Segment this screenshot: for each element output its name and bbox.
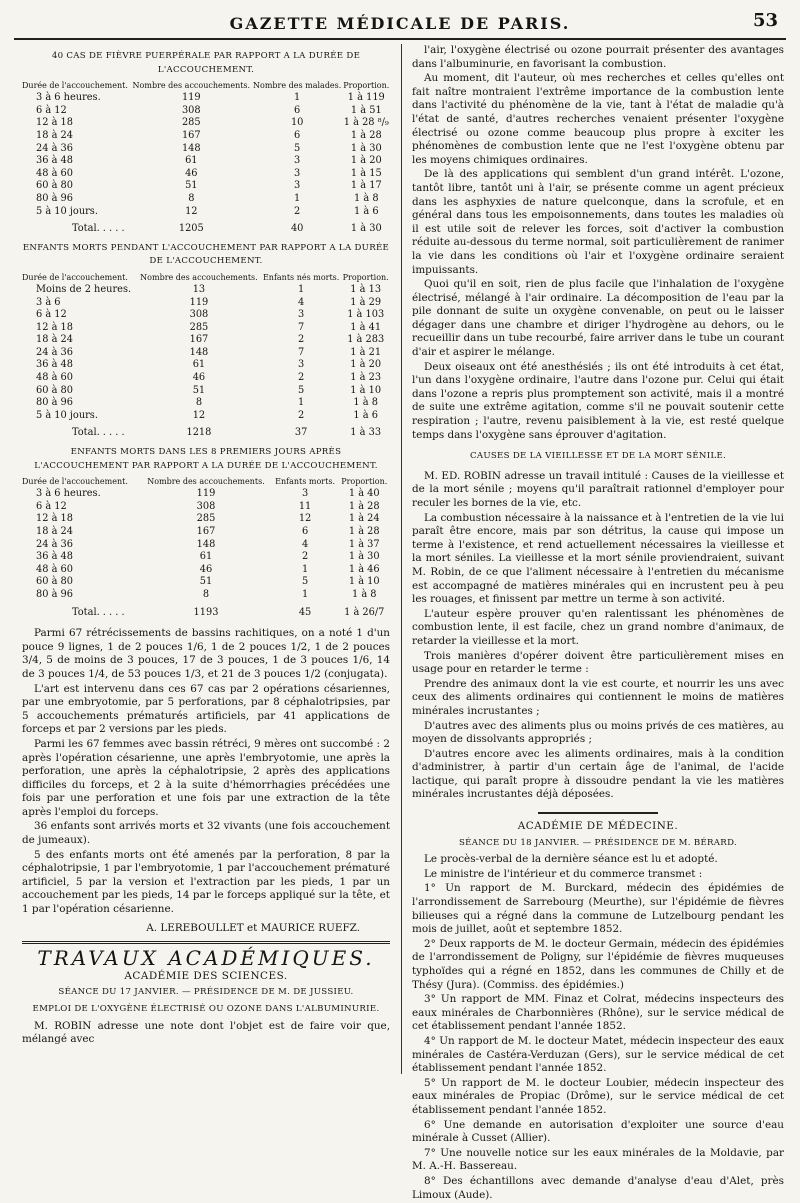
table-cell: 3 xyxy=(298,309,305,321)
column-header: Enfants morts. xyxy=(275,477,335,487)
table-row xyxy=(22,347,390,360)
table-cell: 24 à 36 xyxy=(36,346,74,358)
table-cell: 308 xyxy=(181,104,201,116)
table-cell: 6 xyxy=(294,104,301,116)
total-cell: 1218 xyxy=(186,427,212,439)
paragraph: L'auteur espère prouver qu'en ralentissant les phénomènes de combustion lente, il est facile, chez un grand nombre d'animaux, de retarder la vieillesse et la mort. xyxy=(412,607,784,647)
paragraph: Trois manières d'opérer doivent être particulièrement mises en usage pour en retarder le terme : xyxy=(412,649,784,676)
table-row xyxy=(22,105,390,118)
total-row xyxy=(22,602,390,620)
table-cell: 1 à 28 xyxy=(348,500,380,512)
column-header: Proportion. xyxy=(343,81,390,91)
table-fievre-puerperale xyxy=(22,81,390,236)
total-cell: 1 à 33 xyxy=(350,427,382,439)
paragraph: Le ministre de l'intérieur et du commerce transmet : xyxy=(424,867,703,880)
table-row xyxy=(22,193,390,206)
table-cell: 1 xyxy=(294,92,301,104)
table-cell: 1 à 20 xyxy=(350,359,382,371)
table-row xyxy=(22,143,390,156)
table-cell: 18 à 24 xyxy=(36,334,74,346)
journal-title: GAZETTE MÉDICALE DE PARIS. xyxy=(229,14,571,33)
table-enfants-morts-8-jours xyxy=(22,477,390,619)
paragraph: D'autres avec des aliments plus ou moins privés de ces matières, au moyen de dissolvants appropriés ; xyxy=(412,719,784,746)
total-cell: 1 à 26/7 xyxy=(344,606,385,618)
table-cell: 61 xyxy=(192,359,206,371)
signature: A. LEREBOULLET et MAURICE RUEFZ. xyxy=(146,921,360,934)
table-row xyxy=(22,410,390,423)
page-number: 53 xyxy=(752,10,778,31)
table-cell: 1 à 6 xyxy=(354,205,379,217)
table-cell: 6 à 12 xyxy=(36,309,67,321)
table-cell: 13 xyxy=(192,283,206,295)
table-cell: 46 xyxy=(192,372,206,384)
table-cell: 1 xyxy=(298,397,305,409)
table-cell: 3 à 6 heures. xyxy=(36,92,101,104)
table-cell: 5 à 10 jours. xyxy=(36,409,98,421)
table-cell: 1 à 29 xyxy=(350,296,382,308)
column-header: Durée de l'accouchement. xyxy=(22,81,128,91)
table-cell: 3 xyxy=(301,488,309,500)
table-cell: 3 xyxy=(294,180,301,192)
table-cell: 46 xyxy=(185,167,198,179)
table-enfants-morts-accouchement xyxy=(22,273,390,440)
table-cell: 11 xyxy=(298,500,312,512)
paragraph: Parmi 67 rétrécissements de bassins rachitiques, on a noté 1 d'un pouce 9 lignes, 1 de 2 pouces 1/6, 1 de 2 pouces 1/2, 1 de 2 pouces 3/4, 5 de moins de 3 pouces, 17 de 3 pouces, 1 de 3 pouces 1/6, 14 de 3 pouces 1/4, de 53 pouces 1/3, et 21 de 3 pouces 1/2 (conjugata). xyxy=(22,627,390,680)
table-cell: 148 xyxy=(196,538,216,550)
section-rule xyxy=(22,941,390,944)
paragraph: 6° Une demande en autorisation d'exploiter une source d'eau minérale à Cusset (Allier). xyxy=(412,1118,784,1145)
table2-caption: ENFANTS MORTS PENDANT L'ACCOUCHEMENT PAR RAPPORT A LA DURÉE DE L'ACCOUCHEMENT. xyxy=(22,242,390,267)
table-cell: 12 xyxy=(298,513,312,525)
left-column xyxy=(22,44,390,1048)
table-cell: 12 xyxy=(185,205,198,217)
table-cell: 6 à 12 xyxy=(36,104,67,116)
paragraph: Deux oiseaux ont été anesthésiés ; ils ont été introduits à cet état, l'un dans l'oxygène ordinaire, l'autre dans l'ozone pur. Celui qui était dans l'ozone a repris plus promptement son activité, mais il a montré de suite une extrême agitation, comme s'il ne pouvait soutenir cette respiration ; l'autre, revenu paisiblement à la vie, est resté quelque temps dans l'oxygène sans éprouver d'agitation. xyxy=(412,360,784,441)
table-cell: 36 à 48 xyxy=(36,551,74,563)
table-row xyxy=(22,564,390,577)
table-cell: 1 xyxy=(301,563,309,575)
table-row xyxy=(22,180,390,193)
vieillesse-paragraphs xyxy=(412,470,784,802)
table-cell: 119 xyxy=(196,488,216,500)
table-cell: 167 xyxy=(196,526,216,537)
table-row xyxy=(22,539,390,552)
table-row xyxy=(22,309,390,322)
table-cell: 2 xyxy=(298,372,305,384)
paragraph: 2° Deux rapports de M. le docteur Germain, médecin des épidémies de l'arrondissement de Poligny, sur l'épidémie de fièvres muqueuses typhoïdes qui a régné en 1852, dans les communes de Chilly et de Thésy (Jura). (Commiss. des épidémies.) xyxy=(412,937,784,991)
table-row xyxy=(22,168,390,181)
table-cell: 6 à 12 xyxy=(36,500,67,512)
paragraph: l'air, l'oxygène électrisé ou ozone pourrait présenter des avantages dans l'albuminurie, en favorisant la combustion. xyxy=(412,44,784,70)
table-cell: 51 xyxy=(192,384,206,396)
table-cell: 12 xyxy=(192,409,206,421)
table-cell: 51 xyxy=(199,576,213,588)
table-cell: 119 xyxy=(189,296,209,308)
table-cell: 46 xyxy=(199,563,213,575)
table-cell: 1 xyxy=(294,192,301,204)
table1-caption: 40 CAS DE FIÈVRE PUERPÉRALE PAR RAPPORT A LA DURÉE DE L'ACCOUCHEMENT. xyxy=(51,51,361,75)
emploi-ozone-heading: EMPLOI DE L'OXYGÈNE ÉLECTRISÉ OU OZONE DANS L'ALBUMINURIE. xyxy=(32,1004,380,1014)
table-cell: 1 à 6 xyxy=(353,409,378,421)
table-row xyxy=(22,513,390,526)
table-row xyxy=(22,117,390,130)
total-row xyxy=(22,422,390,440)
table-cell: 1 xyxy=(298,283,305,295)
column-header: Enfants nés morts. xyxy=(262,272,340,282)
table-cell: 18 à 24 xyxy=(36,526,74,537)
column-header: Durée de l'accouchement. xyxy=(22,477,128,487)
column-divider xyxy=(401,44,402,1074)
table-cell: 1 à 30 xyxy=(348,551,380,563)
column-header: Nombre des accouchements. xyxy=(132,81,251,91)
paragraph: D'autres encore avec les aliments ordinaires, mais à la condition d'administrer, à partir d'un certain âge de l'animal, de l'acide lactique, qui paraît propre à dissoudre pendant la vie les matières minérales incrustantes déjà déposées. xyxy=(412,747,784,801)
table-cell: 1 à 37 xyxy=(348,538,380,550)
table-row xyxy=(22,284,390,297)
table-cell: 3 xyxy=(294,155,301,167)
table-cell: 167 xyxy=(181,129,201,141)
table-cell: 308 xyxy=(189,309,209,321)
table-cell: 5 xyxy=(298,384,305,396)
total-cell: 1205 xyxy=(178,223,204,235)
table-cell: 12 à 18 xyxy=(36,117,74,129)
table-cell: 60 à 80 xyxy=(36,384,74,396)
table-cell: Moins de 2 heures. xyxy=(36,283,132,295)
table-cell: 24 à 36 xyxy=(36,538,74,550)
table-cell: 3 à 6 xyxy=(36,296,61,308)
paragraph: 8° Des échantillons avec demande d'analyse d'eau d'Alet, près Limoux (Aude). xyxy=(412,1174,784,1201)
paragraph: 3° Un rapport de MM. Finaz et Colrat, médecins inspecteurs des eaux minérales de Charbonnières (Rhône), sur le service médical de cet établissement pendant l'année 1852. xyxy=(412,993,784,1033)
column-header: Nombre des accouchements. xyxy=(140,272,258,282)
table-row xyxy=(22,155,390,168)
table-row xyxy=(22,322,390,335)
table-cell: 1 à 28 xyxy=(348,526,380,537)
table3-caption: ENFANTS MORTS DANS LES 8 PREMIERS JOURS APRÈS L'ACCOUCHEMENT PAR RAPPORT A LA DURÉE DE L'ACCOUCHEMENT. xyxy=(34,447,378,471)
table-cell: 3 à 6 heures. xyxy=(36,488,101,500)
table-cell: 119 xyxy=(181,92,201,104)
table-row xyxy=(22,501,390,514)
table-cell: 6 xyxy=(301,526,309,537)
page-header xyxy=(0,0,800,40)
total-cell: Total. . . . . xyxy=(72,223,125,235)
paragraph: 5 des enfants morts ont été amenés par la perforation, 8 par la céphalotripsie, 1 par l'embryotomie, 1 par l'accouchement prématuré artificiel, 5 par la version et l'extraction par les pieds, 1 par un accouchement par les pieds, 14 par le forceps appliqué sur la tête, et 1 par l'opération césarienne. xyxy=(22,848,390,916)
table-cell: 1 à 10 xyxy=(350,384,382,396)
column-header: Proportion. xyxy=(341,477,388,487)
table-cell: 167 xyxy=(189,334,209,346)
right-column xyxy=(412,44,784,1203)
table-cell: 80 à 96 xyxy=(36,192,74,204)
robin-note-start: M. ROBIN adresse une note dont l'objet est de faire voir que, mélangé avec xyxy=(22,1019,390,1046)
table-cell: 48 à 60 xyxy=(36,563,74,575)
academie-medecine-heading: ACADÉMIE DE MÉDECINE. xyxy=(517,820,679,833)
table-cell: 1 à 24 xyxy=(348,513,380,525)
table-cell: 12 à 18 xyxy=(36,321,74,333)
table-row xyxy=(22,385,390,398)
table-cell: 12 à 18 xyxy=(36,513,74,525)
table-cell: 1 à 30 xyxy=(350,142,382,154)
table-cell: 6 xyxy=(294,129,301,141)
paragraph: Parmi les 67 femmes avec bassin rétréci, 9 mères ont succombé : 2 après l'opération césarienne, une après l'embryotomie, une après la perforation, une après la céphalotripsie, 2 après des applications difficiles du forceps, et 2 à la suite d'hémorrhagies précédées une fois par une perforation et une fois par une extraction de la tête après l'emploi du forceps. xyxy=(22,737,390,818)
table-cell: 7 xyxy=(298,346,305,358)
table-cell: 285 xyxy=(196,513,216,525)
table-cell: 1 à 283 xyxy=(347,334,385,346)
table-cell: 1 à 13 xyxy=(350,283,382,295)
academie-sciences-heading: ACADÉMIE DES SCIENCES. xyxy=(124,969,288,982)
table-cell: 285 xyxy=(181,117,201,129)
table-cell: 8 xyxy=(202,588,210,600)
table-cell: 8 xyxy=(188,192,195,204)
table-row xyxy=(22,397,390,410)
table-row xyxy=(22,297,390,310)
table-cell: 80 à 96 xyxy=(36,397,74,409)
total-cell: Total. . . . . xyxy=(72,427,125,439)
total-cell: 1 à 30 xyxy=(350,223,382,235)
header-rule xyxy=(14,38,786,40)
table-cell: 48 à 60 xyxy=(36,372,74,384)
table-cell: 80 à 96 xyxy=(36,588,74,600)
paragraph: Le procès-verbal de la dernière séance est lu et adopté. xyxy=(424,853,718,866)
table-row xyxy=(22,92,390,105)
paragraph: De là des applications qui semblent d'un grand intérêt. L'ozone, tantôt libre, tantôt uni à l'air, se présente comme un agent précieux dans les asphyxies de nature quelconque, dans la scrofule, et en général dans tous les empoisonnements, dans toutes les maladies où il est utile soit de relever les forces, soit d'activer la combustion réduite au-dessous du terme normal, soit particulièrement de ranimer la vie dans les conditions où l'air et l'oxygène ordinaire seraient impuissants. xyxy=(412,168,784,276)
total-cell: 45 xyxy=(298,606,312,618)
table-cell: 60 à 80 xyxy=(36,576,74,588)
paragraph: 1° Un rapport de M. Burckard, médecin des épidémies de l'arrondissement de Sarrebourg (Meurthe), sur l'épidémie de fièvres bilieuses qui a régné dans la commune de Lutzelbourg pendant les mois de juillet, août et septembre 1852. xyxy=(412,882,784,936)
table-cell: 148 xyxy=(189,346,209,358)
table-cell: 10 xyxy=(290,117,304,129)
table-cell: 3 xyxy=(294,167,301,179)
table-cell: 1 à 8 xyxy=(353,397,378,409)
paragraph: L'art est intervenu dans ces 67 cas par 2 opérations césariennes, par une embryotomie, par 5 perforations, par 8 céphalotripsies, par 5 accouchements prématurés artificiels, par 41 applications de forceps et par 2 versions par les pieds. xyxy=(22,682,390,736)
total-cell: Total. . . . . xyxy=(72,606,125,618)
table-cell: 285 xyxy=(189,321,209,333)
table-cell: 4 xyxy=(298,296,305,308)
table-cell: 1 à 10 xyxy=(348,576,380,588)
paragraph: 4° Un rapport de M. le docteur Matet, médecin inspecteur des eaux minérales de Castéra-Verduzan (Gers), sur le service médical de cet établissement pendant l'année 1852. xyxy=(412,1034,784,1075)
table-cell: 3 xyxy=(298,359,305,371)
table-cell: 1 à 8 xyxy=(351,588,377,600)
table-cell: 1 à 119 xyxy=(347,92,385,104)
column-header: Nombre des malades. xyxy=(253,81,342,91)
left-paragraphs xyxy=(22,627,390,916)
table-cell: 1 à 41 xyxy=(350,321,382,333)
table-row xyxy=(22,359,390,372)
column-header: Nombre des accouchements. xyxy=(147,477,265,487)
table-row xyxy=(22,589,390,602)
paragraph: Au moment, dit l'auteur, où mes recherches et celles qu'elles ont fait naître montraient l'extrême importance de la combustion lente dans l'activité du phénomène de la vie, tant à l'état de maladie qu'à l'état de santé, d'autres recherches venaient présenter l'oxygène électrisé ou ozone comme beaucoup plus propre à exciter les phénomènes de combustion lente que ne l'est l'oxygène obtenu par les moyens chimiques ordinaires. xyxy=(412,72,784,166)
table-cell: 36 à 48 xyxy=(36,359,74,371)
paragraph: 5° Un rapport de M. le docteur Loubier, médecin inspecteur des eaux minérales de Propiac (Drôme), sur le service médical de cet établissement pendant l'année 1852. xyxy=(412,1076,784,1116)
table-cell: 148 xyxy=(181,142,201,154)
table-cell: 1 à 20 xyxy=(350,155,382,167)
table-cell: 1 à 17 xyxy=(350,180,382,192)
table-cell: 60 à 80 xyxy=(36,180,74,192)
seance-medecine: SÉANCE DU 18 JANVIER. — PRÉSIDENCE DE M. BÉRARD. xyxy=(459,837,737,848)
table-cell: 61 xyxy=(185,155,198,167)
table-cell: 1 xyxy=(301,588,309,600)
paragraph: Prendre des animaux dont la vie est courte, et nourrir les uns avec ceux des aliments ordinaires qui contiennent le moins de matières minérales incrustantes ; xyxy=(412,677,784,717)
column-header: Durée de l'accouchement. xyxy=(22,272,128,282)
travaux-title: TRAVAUX ACADÉMIQUES. xyxy=(37,946,375,971)
table-cell: 18 à 24 xyxy=(36,129,74,141)
table-row xyxy=(22,576,390,589)
table-row xyxy=(22,526,390,539)
column-header: Proportion. xyxy=(342,272,389,282)
table-cell: 1 à 46 xyxy=(348,563,380,575)
paragraph: 7° Une nouvelle notice sur les eaux minérales de la Moldavie, par M. A.-H. Bassereau. xyxy=(412,1146,784,1173)
table-cell: 1 à 28 ⁸/₉ xyxy=(343,117,389,129)
table-cell: 61 xyxy=(199,551,213,563)
table-row xyxy=(22,488,390,501)
table-cell: 1 à 15 xyxy=(350,167,382,179)
table-cell: 1 à 28 xyxy=(350,129,382,141)
table-cell: 308 xyxy=(196,500,216,512)
paragraph: M. ED. ROBIN adresse un travail intitulé : Causes de la vieillesse et de la mort sénile ; moyens qu'il paraîtrait rationnel d'employer pour reculer les bornes de la vie, etc. xyxy=(412,469,784,509)
paragraph: 36 enfants sont arrivés morts et 32 vivants (une fois accouchement de jumeaux). xyxy=(22,820,390,847)
table-cell: 5 xyxy=(294,142,301,154)
table-cell: 5 xyxy=(301,576,309,588)
table-cell: 51 xyxy=(185,180,198,192)
table-cell: 2 xyxy=(294,205,301,217)
table-row xyxy=(22,130,390,143)
table-cell: 7 xyxy=(298,321,305,333)
total-row xyxy=(22,218,390,236)
table-cell: 5 à 10 jours. xyxy=(36,205,98,217)
table-cell: 1 à 8 xyxy=(354,192,379,204)
table-cell: 4 xyxy=(301,538,309,550)
table-cell: 2 xyxy=(298,409,305,421)
paragraph: Quoi qu'il en soit, rien de plus facile que l'inhalation de l'oxygène électrisé, mélangé à l'air ordinaire. La décomposition de l'eau par la pile donnant de suite un oxygène convenable, on peut ou le laisser dégager dans une chambre et diriger l'hydrogène au dehors, ou le recueillir dans un tube recourbé, faire arriver dans le tube un courant d'air et aspirer le mélange. xyxy=(412,278,784,359)
total-cell: 37 xyxy=(294,427,308,439)
seance-sciences: SÉANCE DU 17 JANVIER. — PRÉSIDENCE DE M. DE JUSSIEU. xyxy=(58,987,354,998)
table-cell: 2 xyxy=(298,334,305,346)
table-cell: 1 à 40 xyxy=(348,488,380,500)
table-cell: 1 à 51 xyxy=(350,104,382,116)
total-cell: 1193 xyxy=(193,606,219,618)
table-cell: 1 à 21 xyxy=(350,346,382,358)
table-cell: 2 xyxy=(301,551,309,563)
table-row xyxy=(22,372,390,385)
table-row xyxy=(22,334,390,347)
table-cell: 24 à 36 xyxy=(36,142,74,154)
total-cell: 40 xyxy=(290,223,304,235)
table-cell: 1 à 23 xyxy=(350,372,382,384)
section-rule-short xyxy=(538,812,658,814)
table-row xyxy=(22,206,390,219)
table-cell: 1 à 103 xyxy=(347,309,385,321)
table-cell: 36 à 48 xyxy=(36,155,74,167)
table-cell: 8 xyxy=(195,397,203,409)
paragraph: La combustion nécessaire à la naissance et à l'entretien de la vie lui paraît être encore, mais par son détritus, la cause qui impose un terme à l'existence, et rend actuellement nécessaires la vieillesse et la mort séniles. La vieillesse et la mort sénile proviendraient, suivant M. Robin, de ce que l'aliment nécessaire à l'entretien du mécanisme est accompagné de matières minérales qui en incrustent peu à peu les rouages, et finissent par mettre un terme à son activité. xyxy=(412,511,784,606)
table-cell: 48 à 60 xyxy=(36,167,74,179)
medecine-paragraphs xyxy=(412,853,784,1202)
ozone-paragraphs xyxy=(412,44,784,442)
vieillesse-heading: CAUSES DE LA VIEILLESSE ET DE LA MORT SÉNILE. xyxy=(469,451,727,462)
table-row xyxy=(22,551,390,564)
